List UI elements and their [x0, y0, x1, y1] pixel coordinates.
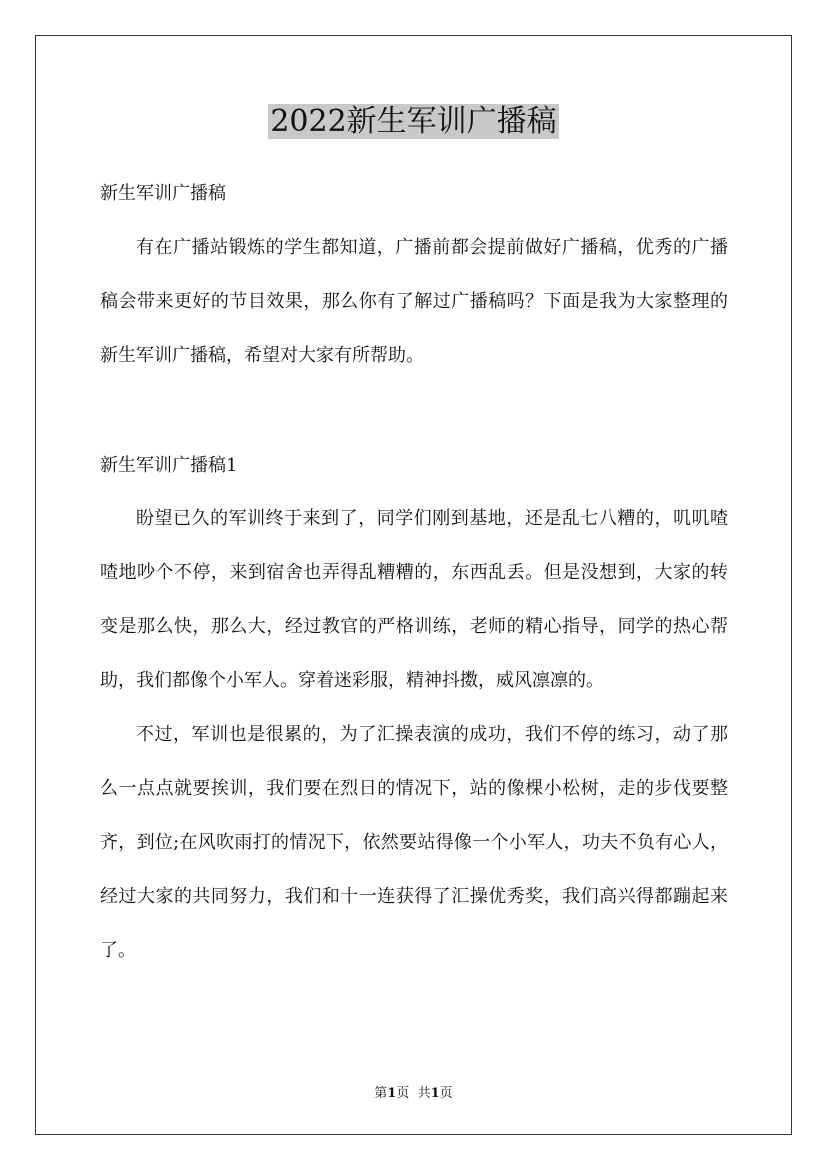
- intro-block: [100, 221, 728, 383]
- page-number: 1: [387, 1086, 397, 1101]
- intro-paragraph: 有在广播站锻炼的学生都知道，广播前都会提前做好广播稿，优秀的广播稿会带来更好的节目效果，那么你有了解过广播稿吗？下面是我为大家整理的新生军训广播稿，希望对大家有所帮助。: [100, 237, 728, 366]
- page-footer: [0, 1082, 827, 1101]
- body-paragraph-2: 不过，军训也是很累的，为了汇操表演的成功，我们不停的练习，动了那么一点点就要挨训，我们要在烈日的情况下，站的像棵小松树，走的步伐要整齐，到位;在风吹雨打的情况下，依然要站得像一个小军人，功夫不负有心人，经过大家的共同努力，我们和十一连获得了汇操优秀奖，我们高兴得都蹦起来了。: [100, 724, 728, 961]
- section-body: [100, 492, 728, 978]
- total-pages: 1: [430, 1086, 440, 1101]
- document-subtitle: 新生军训广播稿: [100, 183, 226, 204]
- page-prefix: 第: [374, 1086, 388, 1101]
- page-suffix: 页: [396, 1086, 410, 1101]
- document-title: [0, 100, 827, 144]
- total-suffix: 页: [439, 1086, 453, 1101]
- total-prefix: 共: [417, 1086, 431, 1101]
- section-heading: 新生军训广播稿1: [100, 455, 238, 476]
- body-paragraph-1: 盼望已久的军训终于来到了，同学们刚到基地，还是乱七八糟的，叽叽喳喳地吵个不停，来到宿舍也弄得乱糟糟的，东西乱丢。但是没想到，大家的转变是那么快，那么大，经过教官的严格训练，老师的精心指导，同学的热心帮助，我们都像个小军人。穿着迷彩服，精神抖擞，威风凛凛的。: [100, 508, 728, 691]
- document-title-text: 2022新生军训广播稿: [270, 104, 557, 139]
